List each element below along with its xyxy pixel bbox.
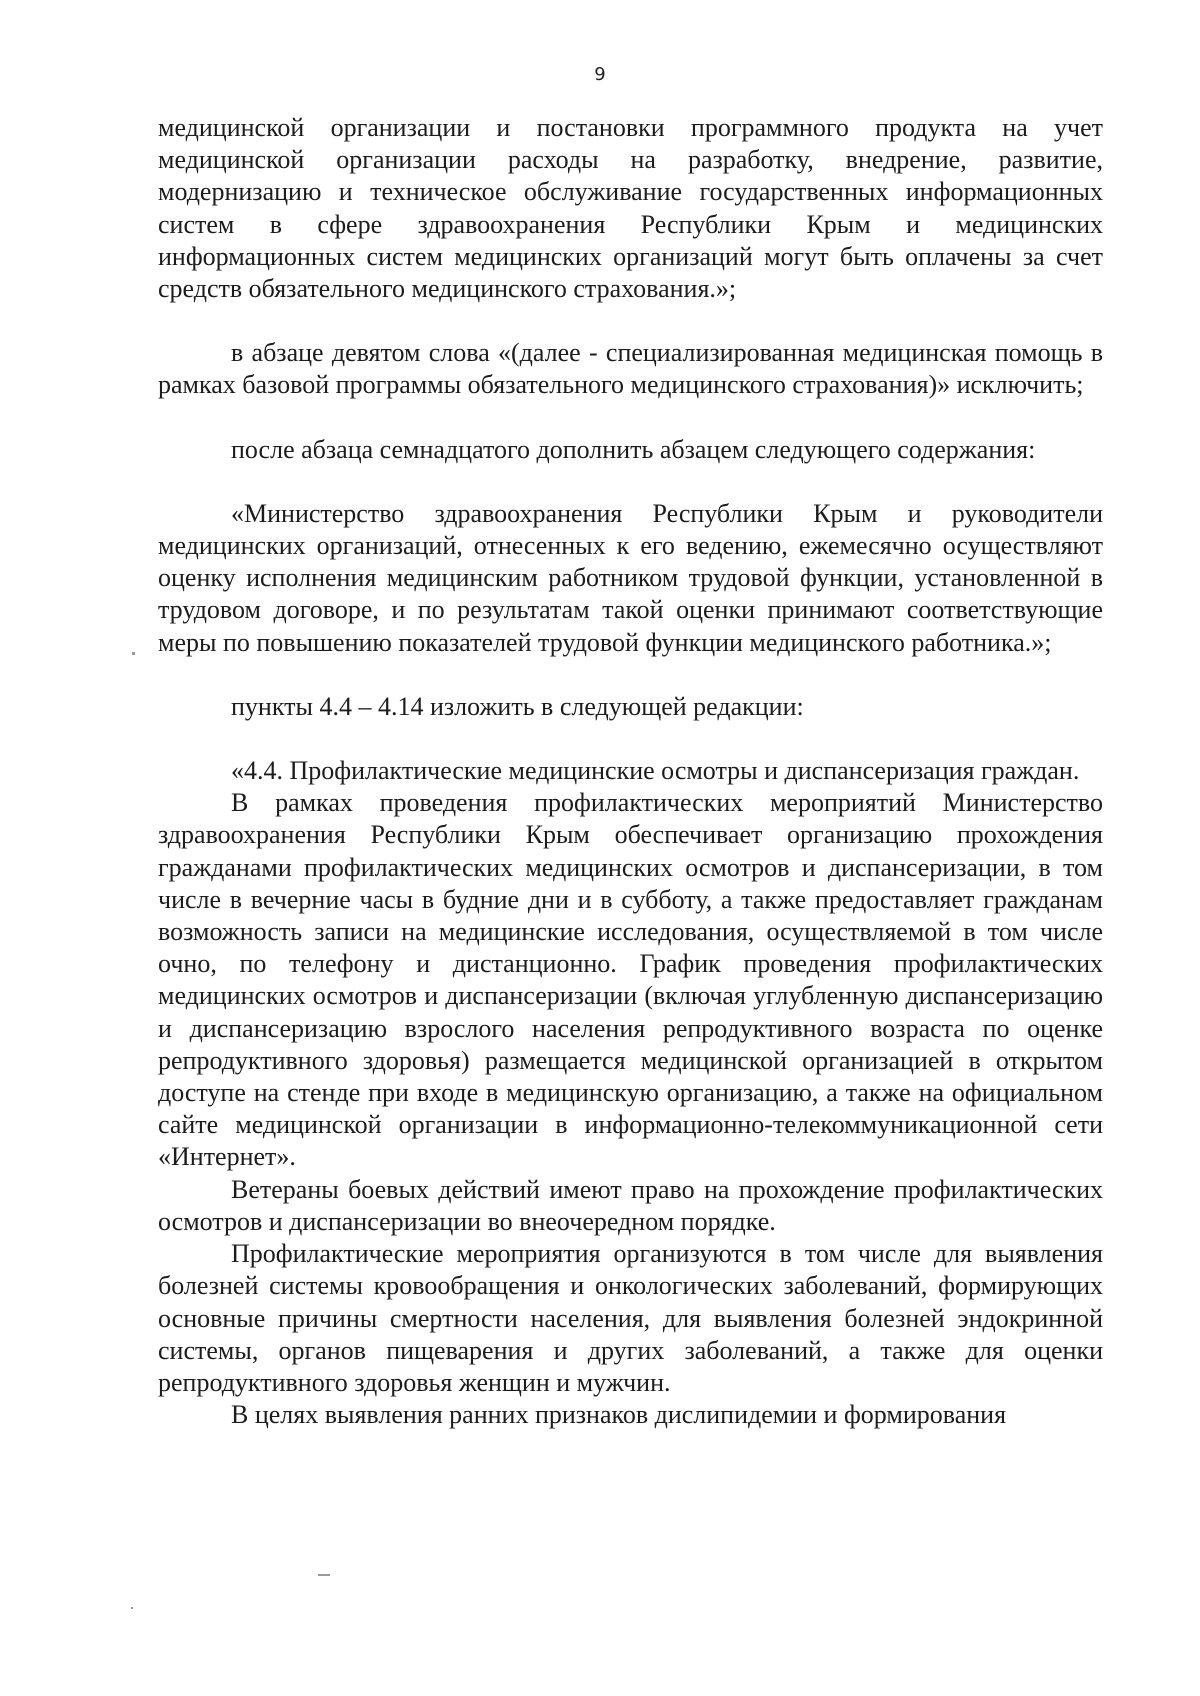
scan-artifact — [131, 1607, 133, 1609]
scan-artifact — [318, 1574, 330, 1576]
paragraph-section-4-4-heading: «4.4. Профилактические медицинские осмотры и диспансеризация граждан. — [231, 756, 1080, 786]
page-number: 9 — [594, 64, 606, 85]
scan-artifact — [132, 652, 135, 655]
paragraph-amendment-seventeenth: после абзаца семнадцатого дополнить абзацем следующего содержания: — [231, 434, 1036, 464]
paragraph-dyslipidemia: В целях выявления ранних признаков дислипидемии и формирования — [231, 1400, 1007, 1430]
paragraph-veterans: Ветераны боевых действий имеют право на прохождение профилактических осмотров и диспансеризации во внеочередном порядке. — [158, 1174, 1103, 1236]
paragraph-continuation: медицинской организации и постановки программного продукта на учет медицинской организации расходы на разработку, внедрение, развитие, модернизацию и техническое обслуживание государственных информационных систем в сфере здравоохранения Республики Крым и медицинских информационных систем медицинских организаций могут быть оплачены за счет средств обязательного медицинского страхования.»; — [158, 113, 1103, 304]
paragraph-points-4-4-4-14: пункты 4.4 – 4.14 изложить в следующей редакции: — [231, 691, 804, 721]
paragraph-amendment-ninth: в абзаце девятом слова «(далее - специализированная медицинская помощь в рамках базовой программы обязательного медицинского страхования)» исключить; — [158, 338, 1103, 400]
paragraph-preventive-organization: Профилактические мероприятия организуются в том числе для выявления болезней системы кровообращения и онкологических заболеваний, формирующих основные причины смертности населения, для выявления болезней эндокринной системы, органов пищеварения и других заболеваний, а также для оценки репродуктивного здоровья женщин и мужчин. — [158, 1239, 1103, 1397]
paragraph-preventive-measures: В рамках проведения профилактических мероприятий Министерство здравоохранения Республики Крым обеспечивает организацию прохождения гражданами профилактических медицинских осмотров и диспансеризации, в том числе в вечерние часы в будние дни и в субботу, а также предоставляет гражданам возможность записи на медицинские исследования, осуществляемой в том числе очно, по телефону и дистанционно. График проведения профилактических медицинских осмотров и диспансеризации (включая углубленную диспансеризацию и диспансеризацию взрослого населения репродуктивного возраста по оценке репродуктивного здоровья) размещается медицинской организацией в открытом доступе на стенде при входе в медицинскую организацию, а также на официальном сайте медицинской организации в информационно-телекоммуникационной сети «Интернет». — [158, 788, 1103, 1172]
paragraph-ministry-assessment: «Министерство здравоохранения Республики Крым и руководители медицинских организаций, отнесенных к его ведению, ежемесячно осуществляют оценку исполнения медицинским работником трудовой функции, установленной в трудовом договоре, и по результатам такой оценки принимают соответствующие меры по повышению показателей трудовой функции медицинского работника.»; — [158, 498, 1103, 657]
document-body — [158, 112, 1103, 1431]
